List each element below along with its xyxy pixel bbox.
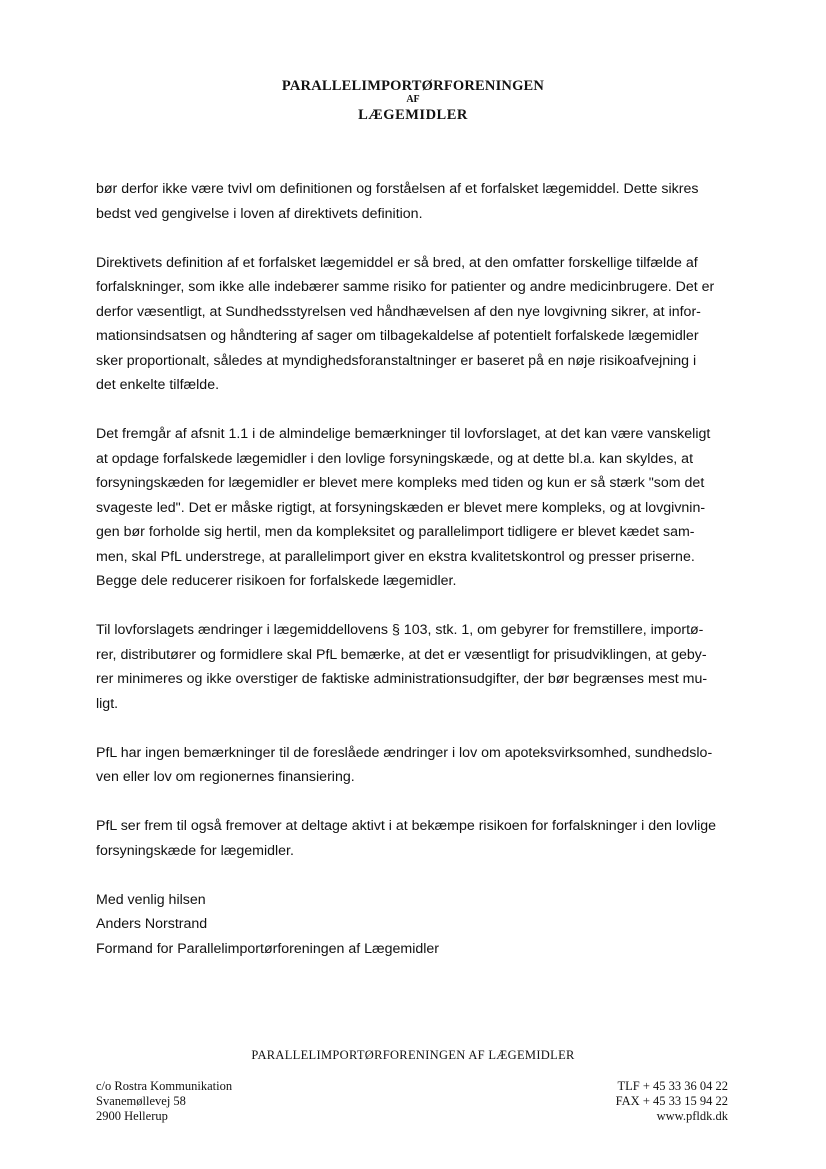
letterhead	[0, 78, 826, 124]
footer-address-line: 2900 Hellerup	[96, 1109, 168, 1123]
signature-greeting: Med venlig hilsen	[96, 891, 206, 908]
text-line: Til lovforslagets ændringer i lægemiddellovens § 103, stk. 1, om gebyrer for fremstillere, importø-	[96, 622, 704, 638]
signature-name: Anders Norstrand	[96, 916, 208, 932]
paragraph-4	[96, 618, 736, 716]
text-line: ligt.	[96, 695, 119, 712]
footer-address-line: c/o Rostra Kommunikation	[96, 1079, 233, 1093]
text-line: men, skal PfL understrege, at parallelimport giver en ekstra kvalitetskontrol og presser priserne.	[96, 548, 695, 565]
text-line: Direktivets definition af et forfalsket lægemiddel er så bred, at den omfatter forskellige tilfælde af	[96, 254, 698, 271]
text-line: det enkelte tilfælde.	[96, 377, 220, 393]
text-line: mationsindsatsen og håndtering af sager om tilbagekaldelse af potentielt forfalskede lægemidler	[96, 328, 699, 344]
letterhead-line-2: AF	[406, 94, 420, 105]
text-line: PfL har ingen bemærkninger til de foreslåede ændringer i lov om apoteksvirksomhed, sundhedslo-	[96, 744, 713, 761]
text-line: forsyningskæden for lægemidler er blevet mere kompleks med tiden og kun er så stærk "som det	[96, 475, 705, 491]
paragraph-2	[96, 251, 736, 398]
footer-website: www.pfldk.dk	[656, 1109, 728, 1123]
footer-organization: PARALLELIMPORTØRFORENINGEN AF LÆGEMIDLER	[251, 1048, 575, 1062]
paragraph-6	[96, 814, 736, 863]
paragraph-3	[96, 422, 736, 594]
letter-body	[96, 177, 736, 986]
letterhead-line-1: PARALLELIMPORTØRFORENINGEN	[281, 78, 545, 94]
text-line: rer, distributører og formidlere skal PfL bemærke, at det er væsentligt for prisudviklingen, at geby-	[96, 646, 707, 663]
text-line: at opdage forfalskede lægemidler i den lovlige forsyningskæde, og at dette bl.a. kan skyldes, at	[96, 450, 694, 467]
text-line: Det fremgår af afsnit 1.1 i de almindelige bemærkninger til lovforslaget, at det kan være vanskeligt	[96, 426, 711, 442]
text-line: forfalskninger, som ikke alle indebærer samme risiko for patienter og andre medicinbrugere. Det er	[96, 279, 715, 295]
text-line: gen bør forholde sig hertil, men da kompleksitet og parallelimport tidligere er blevet kædet sam-	[96, 524, 695, 540]
footer-address-line: Svanemøllevej 58	[96, 1094, 186, 1108]
text-line: forsyningskæde for lægemidler.	[96, 842, 294, 859]
text-line: bedst ved gengivelse i loven af direktivets definition.	[96, 205, 423, 222]
text-line: bør derfor ikke være tvivl om definitionen og forståelsen af et forfalsket lægemiddel. Dette sikres	[96, 181, 699, 197]
footer-fax: FAX + 45 33 15 94 22	[615, 1094, 728, 1108]
signature-block	[96, 888, 736, 962]
text-line: PfL ser frem til også fremover at deltage aktivt i at bekæmpe risikoen for forfalskninger i den lovlige	[96, 818, 717, 834]
text-line: sker proportionalt, således at myndighedsforanstaltninger er baseret på en nøje risikoafvejning i	[96, 352, 697, 369]
text-line: rer minimeres og ikke overstiger de faktiske administrationsudgifter, der bør begrænses mest mu-	[96, 671, 708, 687]
text-line: Begge dele reducerer risikoen for forfalskede lægemidler.	[96, 573, 457, 589]
footer-contact	[616, 1079, 728, 1124]
letterhead-line-3: LÆGEMIDLER	[358, 107, 468, 123]
text-line: svageste led". Det er måske rigtigt, at forsyningskæden er blevet mere kompleks, og at lovgivnin-	[96, 499, 706, 516]
footer-phone: TLF + 45 33 36 04 22	[617, 1079, 728, 1093]
signature-title: Formand for Parallelimportørforeningen af Lægemidler	[96, 940, 440, 957]
text-line: ven eller lov om regionernes finansiering.	[96, 769, 355, 785]
paragraph-1	[96, 177, 736, 226]
paragraph-5	[96, 741, 736, 790]
footer-address	[96, 1079, 232, 1124]
text-line: derfor væsentligt, at Sundhedsstyrelsen ved håndhævelsen af den nye lovgivning sikrer, at infor-	[96, 303, 701, 320]
